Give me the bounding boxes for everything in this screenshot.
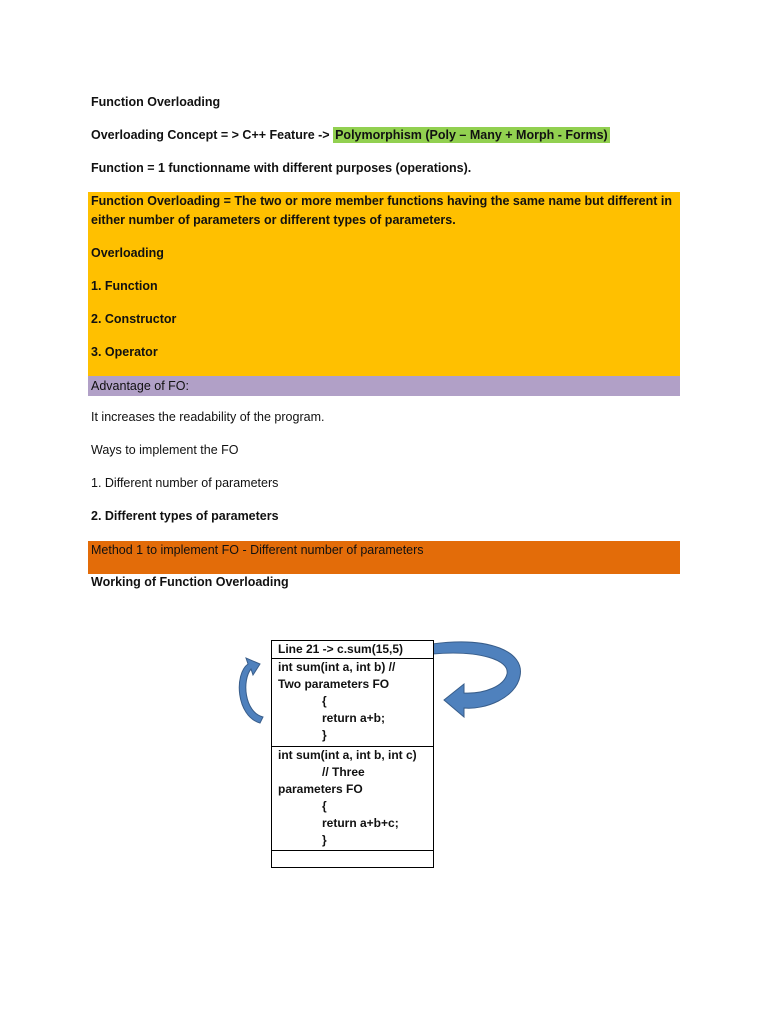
code-row-three-params xyxy=(272,747,433,851)
fo-definition-line1: Function Overloading = The two or more member functions having the same name but different in xyxy=(91,194,672,208)
ways-heading: Ways to implement the FO xyxy=(91,443,239,457)
code-row-call xyxy=(272,641,433,659)
sum-three-comment: // Three xyxy=(322,765,365,779)
fo-definition-band xyxy=(88,192,680,376)
ways-item-1: 1. Different number of parameters xyxy=(91,476,279,490)
working-heading: Working of Function Overloading xyxy=(91,575,289,589)
code-row-empty xyxy=(272,851,433,868)
sum-three-signature: int sum(int a, int b, int c) xyxy=(278,748,417,762)
sum-two-close-brace: } xyxy=(322,728,327,742)
advantage-heading: Advantage of FO: xyxy=(91,379,189,393)
overloading-item-operator: 3. Operator xyxy=(91,345,158,359)
sum-two-signature: int sum(int a, int b) // xyxy=(278,660,396,674)
polymorphism-highlight: Polymorphism (Poly – Many + Morph - Forms) xyxy=(335,128,608,142)
advantage-text: It increases the readability of the program. xyxy=(91,410,325,424)
right-curved-arrow-icon xyxy=(430,638,530,718)
sum-three-return: return a+b+c; xyxy=(322,816,399,830)
sum-three-close-brace: } xyxy=(322,833,327,847)
overloading-item-constructor: 2. Constructor xyxy=(91,312,177,326)
fo-definition-line2: either number of parameters or different types of parameters. xyxy=(91,213,456,227)
concept-prefix: Overloading Concept = > C++ Feature -> xyxy=(91,128,334,142)
sum-three-open-brace: { xyxy=(322,799,327,813)
method-heading: Method 1 to implement FO - Different number of parameters xyxy=(91,543,424,557)
overloading-item-function: 1. Function xyxy=(91,279,158,293)
code-diagram-box xyxy=(271,640,434,868)
sum-two-return: return a+b; xyxy=(322,711,386,725)
ways-item-2: 2. Different types of parameters xyxy=(91,509,279,523)
doc-title: Function Overloading xyxy=(91,95,221,109)
sum-two-open-brace: { xyxy=(322,694,327,708)
sum-three-comment-cont: parameters FO xyxy=(278,782,363,796)
overloading-heading: Overloading xyxy=(91,246,164,260)
function-definition: Function = 1 functionname with different purposes (operations). xyxy=(91,161,472,175)
code-row-two-params xyxy=(272,659,433,747)
advantage-band xyxy=(88,376,680,396)
left-curved-arrow-icon xyxy=(230,650,270,730)
call-line: Line 21 -> c.sum(15,5) xyxy=(278,642,404,656)
sum-two-comment: Two parameters FO xyxy=(278,677,390,691)
method-band xyxy=(88,541,680,574)
overloading-concept-line xyxy=(91,127,610,143)
